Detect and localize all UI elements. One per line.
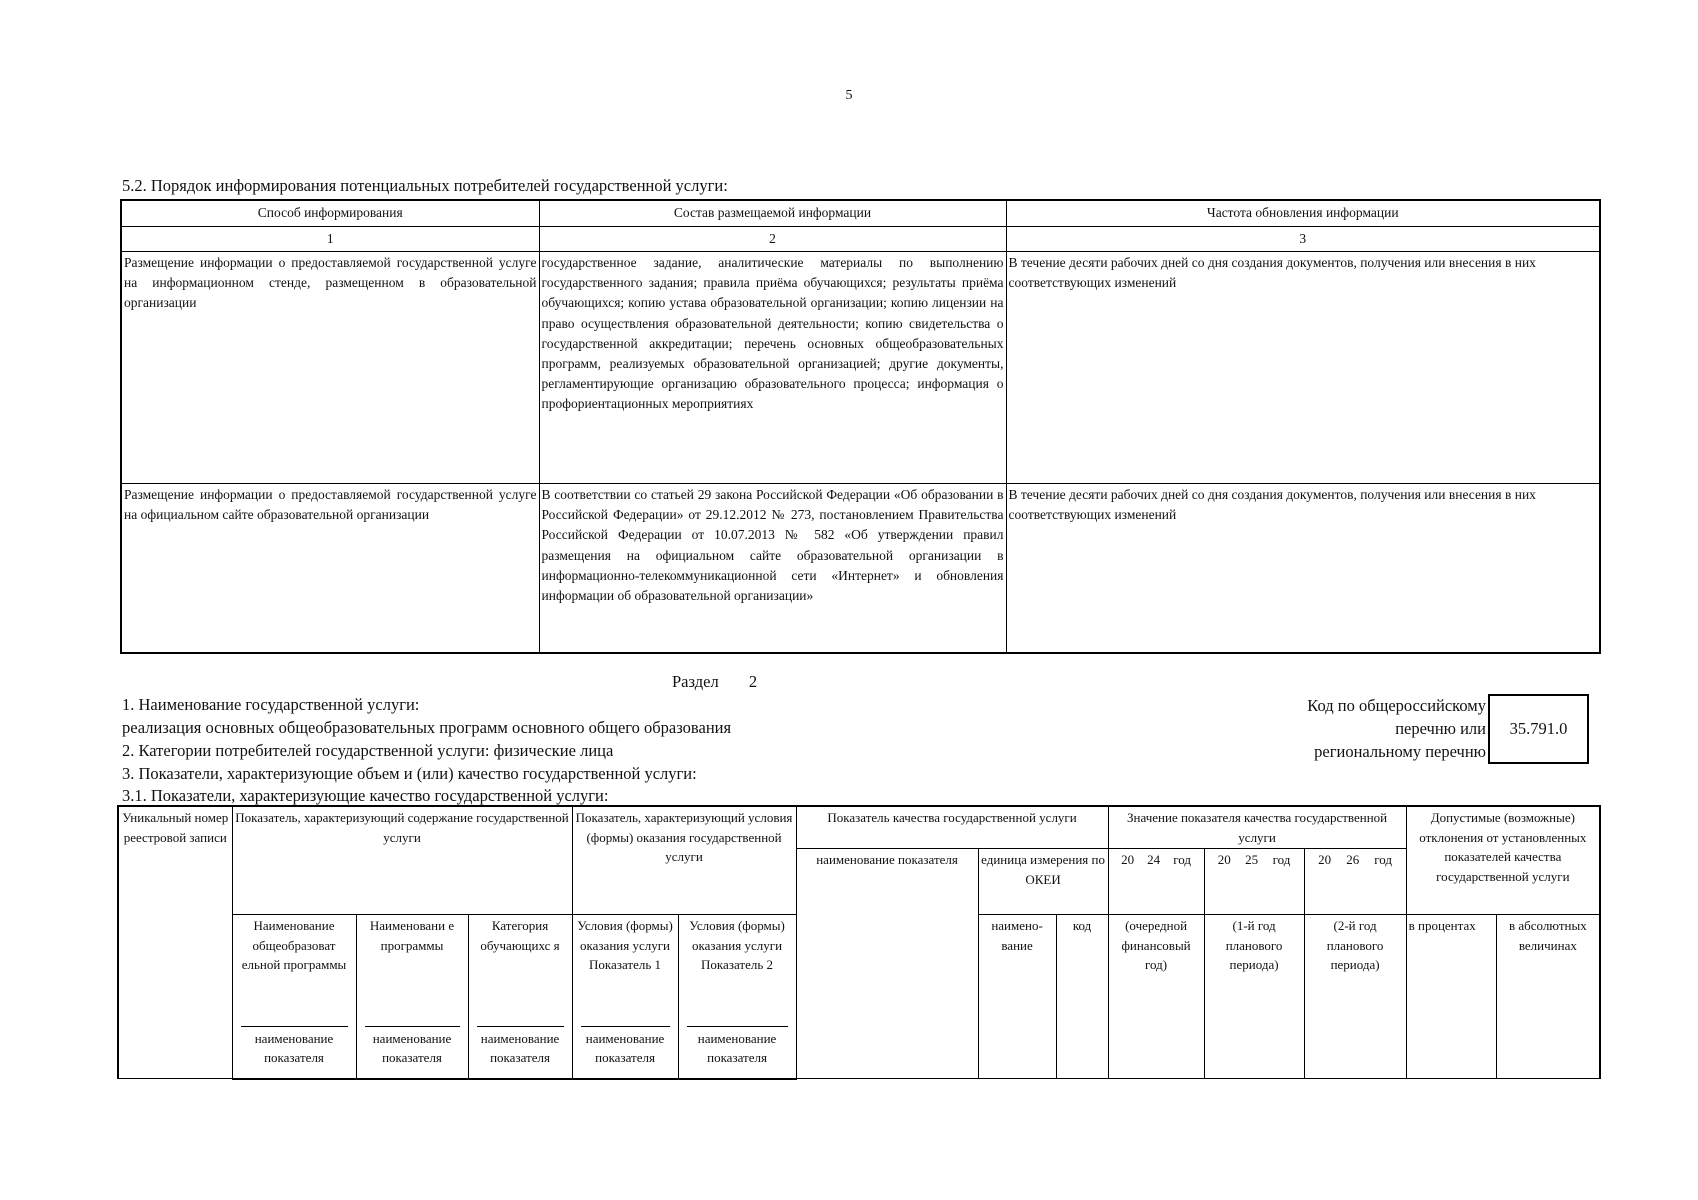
section-number: 2	[748, 672, 758, 691]
year-word: год	[1272, 852, 1291, 867]
frequency-cell: В течение десяти рабочих дней со дня создания документов, получения или внесения в них соответствующих изменений	[1006, 252, 1600, 484]
informing-table	[120, 199, 1601, 654]
registry-code-label	[1240, 694, 1486, 763]
year-3-header	[1304, 849, 1406, 915]
code-label-line: региональному перечню	[1314, 742, 1486, 761]
condition-2-header: Условия (формы) оказания услуги Показатель 2	[678, 915, 796, 1025]
year-2-desc: (1-й год планового периода)	[1204, 915, 1304, 1079]
sub-indicator-label	[572, 1025, 678, 1079]
year-number: 26	[1346, 852, 1360, 867]
sub-label-text: наименование показателя	[477, 1026, 564, 1068]
unit-name-header: наимено-вание	[978, 915, 1056, 1079]
content-cell: В соответствии со статьей 29 закона Российской Федерации «Об образовании в Российской Федерации» от 29.12.2012 № 273, постановлением Правительства Российской Федерации от 10.07.2013 № 582 «Об утверждении правил размещения на официальном сайте образовательной организации в информационно-телекоммуникационной сети «Интернет» и обновления информации об образовательной организации»	[539, 484, 1006, 654]
table-row	[121, 252, 1600, 484]
sub-indicator-label	[468, 1025, 572, 1079]
sub-label-text: наименование показателя	[241, 1026, 348, 1068]
year-1-header	[1108, 849, 1204, 915]
condition-1-header: Условия (формы) оказания услуги Показатель 1	[572, 915, 678, 1025]
year-1-desc: (очередной финансовый год)	[1108, 915, 1204, 1079]
indicator-name-header: наименование показателя	[796, 849, 978, 1079]
year-prefix: 20	[1217, 852, 1231, 867]
col-header-frequency: Частота обновления информации	[1006, 200, 1600, 227]
category-header: Категория обучающихс я	[468, 915, 572, 1025]
program-name-header: Наименование общеобразоват ельной программы	[232, 915, 356, 1025]
method-cell: Размещение информации о предоставляемой государственной услуге на официальном сайте образовательной организации	[121, 484, 539, 654]
year-2-header	[1204, 849, 1304, 915]
sub-indicator-label	[232, 1025, 356, 1079]
col-number: 1	[121, 227, 539, 252]
service-name-label: 1. Наименование государственной услуги:	[122, 695, 420, 714]
col-number: 2	[539, 227, 1006, 252]
sub-label-text: наименование показателя	[581, 1026, 670, 1068]
deviations-header: Допустимые (возможные) отклонения от установленных показателей качества государственной услуги	[1406, 806, 1600, 915]
unit-okei-header: единица измерения по ОКЕИ	[978, 849, 1108, 915]
indicators-heading: 3. Показатели, характеризующие объем и (или) качество государственной услуги:	[122, 764, 697, 783]
col-header-method: Способ информирования	[121, 200, 539, 227]
quality-indicators-heading: 3.1. Показатели, характеризующие качество государственной услуги:	[122, 786, 609, 805]
year-word: год	[1374, 852, 1393, 867]
registry-code-box: 35.791.0	[1488, 694, 1589, 764]
year-prefix: 20	[1318, 852, 1332, 867]
sub-indicator-label	[356, 1025, 468, 1079]
year-prefix: 20	[1121, 852, 1135, 867]
section-5-2-heading: 5.2. Порядок информирования потенциальных потребителей государственной услуги:	[122, 176, 728, 195]
content-cell: государственное задание, аналитические материалы по выполнению государственного задания; правила приёма обучающихся; результаты приёма обучающихся; копию устава образовательной организации; копию лицензии на право осуществления образовательной деятельности; копию свидетельства о государственной аккредитации; перечень основных общеобразовательных программ, реализуемых образовательной организацией; другие документы, регламентирующие организацию образовательного процесса; информация о профориентационных мероприятиях	[539, 252, 1006, 484]
frequency-cell: В течение десяти рабочих дней со дня создания документов, получения или внесения в них соответствующих изменений	[1006, 484, 1600, 654]
unique-number-header: Уникальный номер реестровой записи	[118, 806, 232, 1079]
code-label-line: перечню или	[1395, 719, 1486, 738]
consumer-category: 2. Категории потребителей государственной услуги: физические лица	[122, 741, 614, 760]
quality-value-header: Значение показателя качества государственной услуги	[1108, 806, 1406, 849]
service-name-value: реализация основных общеобразовательных программ основного общего образования	[122, 718, 732, 737]
sub-label-text: наименование показателя	[365, 1026, 460, 1068]
quality-indicator-header: Показатель качества государственной услуги	[796, 806, 1108, 849]
method-cell: Размещение информации о предоставляемой государственной услуге на информационном стенде, размещенном в образовательной организации	[121, 252, 539, 484]
col-header-content: Состав размещаемой информации	[539, 200, 1006, 227]
sub-label-text: наименование показателя	[687, 1026, 788, 1068]
table-row	[121, 484, 1600, 654]
quality-indicators-table	[117, 805, 1601, 1080]
col-number: 3	[1006, 227, 1600, 252]
year-word: год	[1173, 852, 1191, 867]
page-number: 5	[845, 88, 853, 103]
programs-header: Наименовани е программы	[356, 915, 468, 1025]
unit-code-header: код	[1056, 915, 1108, 1079]
year-3-desc: (2-й год планового периода)	[1304, 915, 1406, 1079]
content-indicator-header: Показатель, характеризующий содержание государственной услуги	[232, 806, 572, 915]
section-title	[672, 672, 757, 692]
section-label: Раздел	[672, 672, 719, 691]
year-number: 24	[1147, 852, 1161, 867]
conditions-indicator-header: Показатель, характеризующий условия (формы) оказания государственной услуги	[572, 806, 796, 915]
in-absolute-header: в абсолютных величинах	[1496, 915, 1600, 1079]
code-label-line: Код по общероссийскому	[1307, 696, 1486, 715]
sub-indicator-label	[678, 1025, 796, 1079]
year-number: 25	[1245, 852, 1259, 867]
in-percent-header: в процентах	[1406, 915, 1496, 1079]
